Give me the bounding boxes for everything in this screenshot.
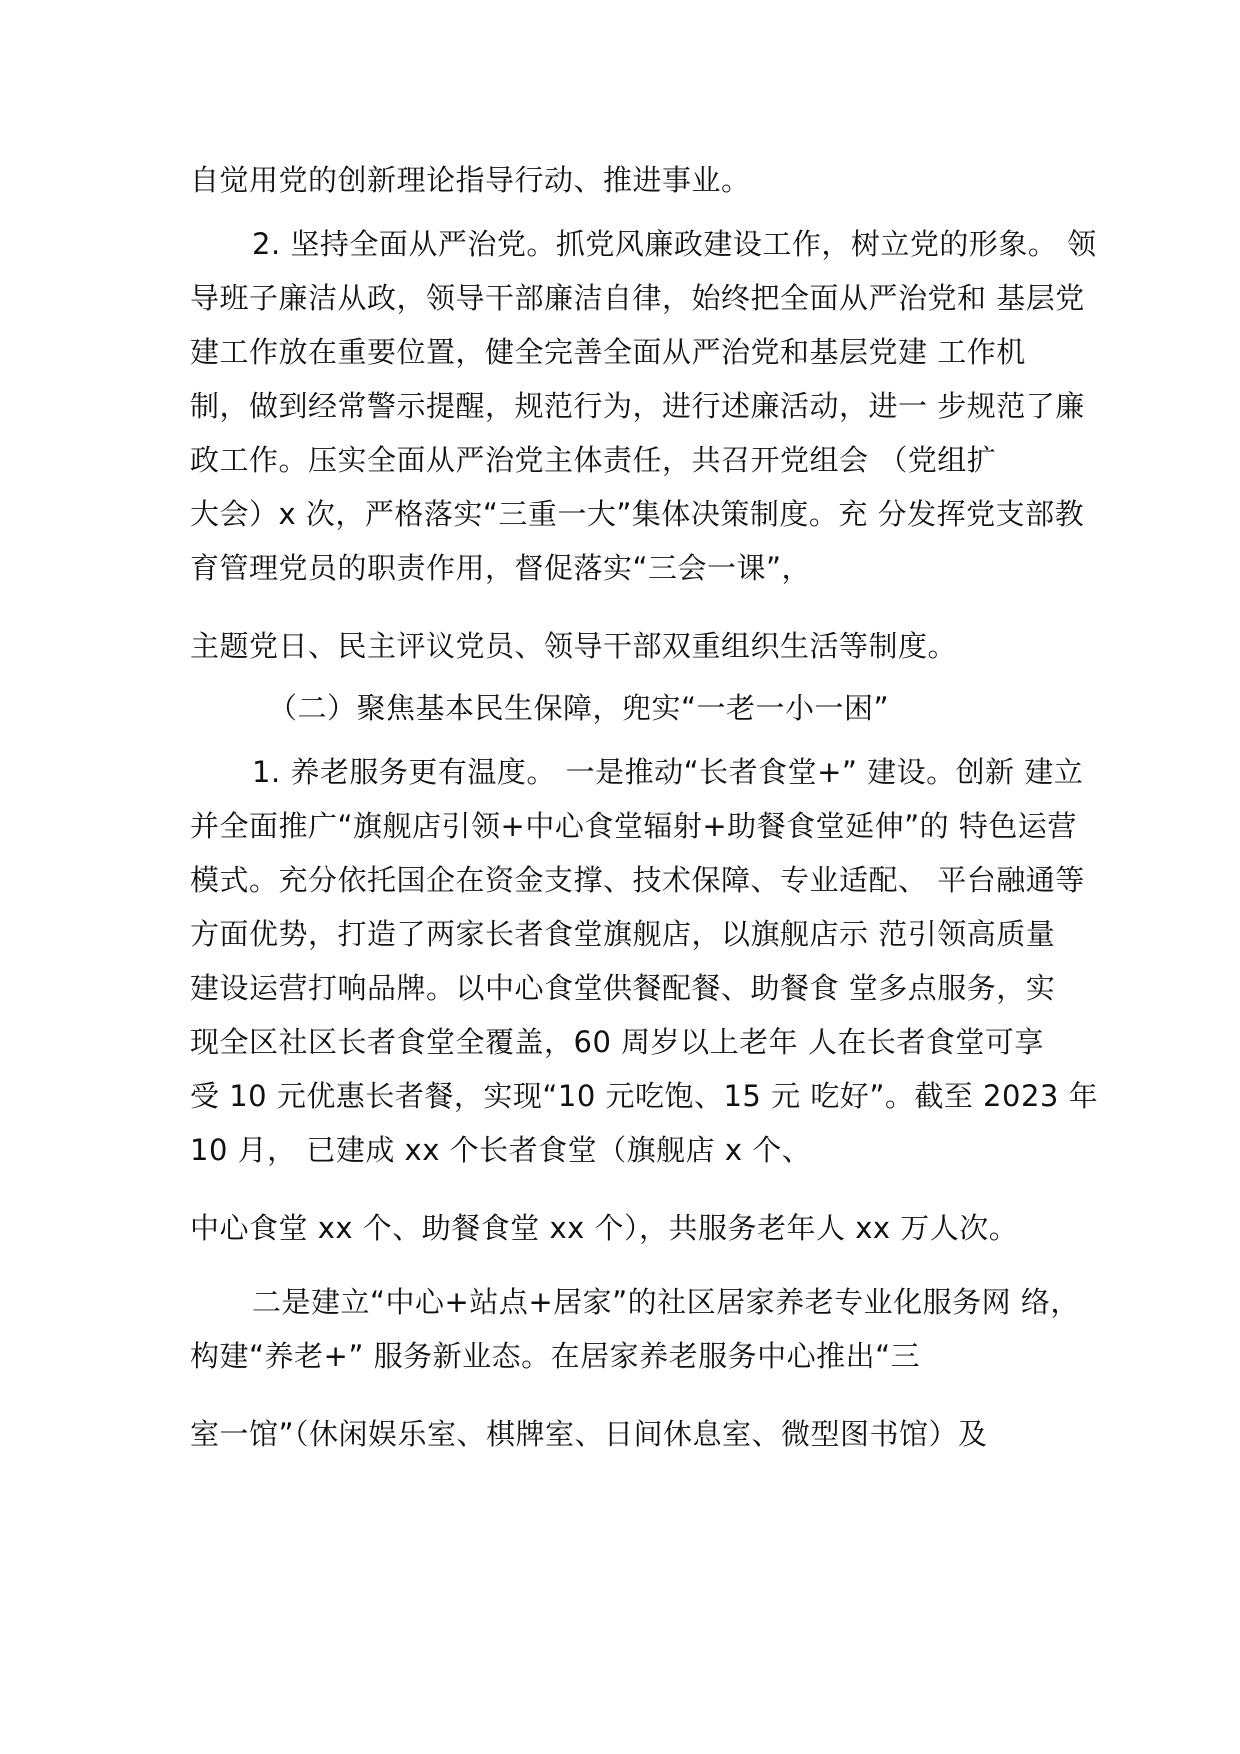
body-text-line: 育管理党员的职责作用，督促落实“三会一课”， — [190, 551, 812, 585]
body-text-line: 受 10 元优惠长者餐，实现“10 元吃饱、15 元 吃好”。截至 2023 年 — [190, 1079, 1099, 1113]
body-text-line: 10 月， 已建成 xx 个长者食堂（旗舰店 x 个、 — [190, 1133, 812, 1167]
body-text-line: 建工作放在重要位置，健全完善全面从严治党和基层党建 工作机 — [190, 335, 1026, 369]
body-text-line: 中心食堂 xx 个、助餐食堂 xx 个），共服务老年人 xx 万人次。 — [190, 1211, 1019, 1245]
body-text-line: 二是建立“中心+站点+居家”的社区居家养老专业化服务网 络， — [252, 1285, 1080, 1319]
body-text-line: 模式。充分依托国企在资金支撑、技术保障、专业适配、 平台融通等 — [190, 863, 1085, 897]
body-text-line: 主题党日、民主评议党员、领导干部双重组织生活等制度。 — [190, 629, 958, 663]
body-text-line: 室一馆”（休闲娱乐室、棋牌室、日间休息室、微型图书馆）及 — [190, 1417, 988, 1451]
section-heading: （二）聚焦基本民生保障，兜实“一老一小一困” — [268, 691, 890, 725]
body-text-line: 并全面推广“旗舰店引领+中心食堂辐射+助餐食堂延伸”的 特色运营 — [190, 809, 1077, 843]
body-text-line: 大会）x 次，严格落实“三重一大”集体决策制度。充 分发挥党支部教 — [190, 497, 1085, 531]
body-text-line: 建设运营打响品牌。以中心食堂供餐配餐、助餐食 堂多点服务，实 — [190, 971, 1056, 1005]
body-text-line: 自觉用党的创新理论指导行动、推进事业。 — [190, 163, 751, 197]
body-text-line: 政工作。压实全面从严治党主体责任，共召开党组会 （党组扩 — [190, 443, 997, 477]
body-text-line: 制，做到经常警示提醒，规范行为，进行述廉活动，进一 步规范了廉 — [190, 389, 1085, 423]
body-text-line: 构建“养老+” 服务新业态。在居家养老服务中心推出“三 — [190, 1339, 921, 1373]
body-text-line: 方面优势，打造了两家长者食堂旗舰店，以旗舰店示 范引领高质量 — [190, 917, 1056, 951]
body-text-line: 导班子廉洁从政，领导干部廉洁自律，始终把全面从严治党和 基层党 — [190, 281, 1085, 315]
body-text-line: 现全区社区长者食堂全覆盖，60 周岁以上老年 人在长者食堂可享 — [190, 1025, 1044, 1059]
body-text-line: 1. 养老服务更有温度。 一是推动“长者食堂+” 建设。创新 建立 — [252, 755, 1084, 789]
body-text-line: 2. 坚持全面从严治党。抓党风廉政建设工作，树立党的形象。 领 — [252, 227, 1097, 261]
